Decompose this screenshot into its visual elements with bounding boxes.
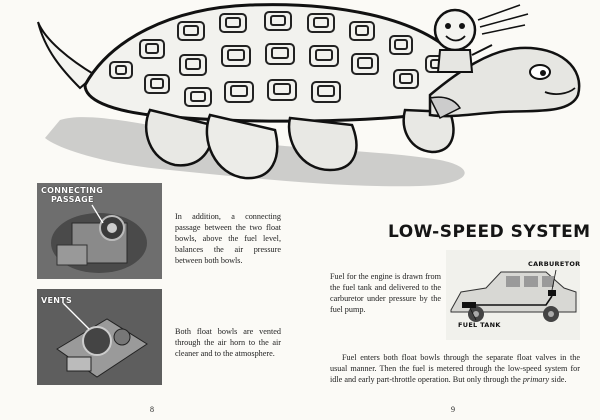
- right-paragraph-1: Fuel for the engine is drawn from the fuel tank and delivered to the carburetor under pressure by the fuel pump.: [330, 272, 441, 314]
- page-number-right: 9: [451, 405, 455, 414]
- photo-label-vents: VENTS: [41, 296, 73, 305]
- photo-label-passage: PASSAGE: [51, 195, 94, 204]
- connecting-passage-photo: [37, 183, 162, 279]
- paragraph-2-text-a: Fuel enters both float bowls through the separate float valves in the usual manner. Then the fuel is metered through the low-speed system for idle and early part-throttle operation. But only through the: [330, 353, 580, 384]
- section-heading: LOW-SPEED SYSTEM: [388, 222, 591, 242]
- vents-photo: [37, 289, 162, 385]
- paragraph-2-text-b: side.: [549, 375, 567, 384]
- left-paragraph-2: Both float bowls are vented through the air horn to the air cleaner and to the atmosphere.: [175, 327, 281, 358]
- right-paragraph-2: [330, 352, 580, 385]
- diagram-label-carburetor: CARBURETOR: [528, 260, 581, 268]
- turtle-illustration: [0, 0, 600, 195]
- diagram-label-fuel-tank: FUEL TANK: [458, 321, 501, 329]
- fuel-system-diagram: [446, 250, 580, 340]
- paragraph-2-emphasis: primary: [522, 375, 550, 384]
- left-paragraph-1: In addition, a connecting passage between the two float bowls, above the fuel level, balances the air pressure between both bowls.: [175, 212, 281, 265]
- page-number-left: 8: [150, 405, 154, 414]
- photo-label-connecting: CONNECTING: [41, 186, 104, 195]
